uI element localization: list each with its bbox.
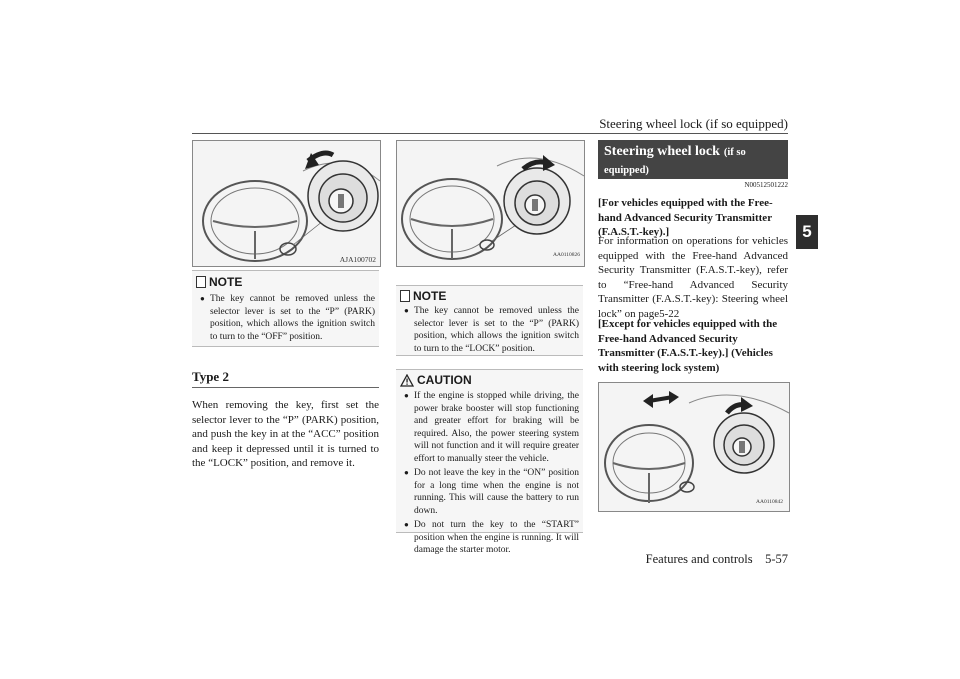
caution-item: ● If the engine is stopped while driving, the power brake booster will stop functioning and greater effort for braking will be required. Also, the power steering system will not function and it will require greater effort to manually steer the vehicle.	[404, 390, 579, 465]
document-code: N00512501222	[744, 181, 788, 189]
note-text: ● The key cannot be removed unless the selector lever is set to the “P” (PARK) position, which allows the ignition switch to turn to the “OFF” position.	[200, 293, 375, 343]
section-title-small: (if so equipped)	[604, 147, 746, 176]
type-heading-rule	[192, 387, 379, 388]
note-heading: NOTE	[196, 275, 379, 289]
figure-code: AA0110842	[756, 499, 783, 505]
subheading-except-fast-key: [Except for vehicles equipped with the Free-hand Advanced Security Transmitter (F.A.S.T.-key).] (Vehicles with steering lock system)	[598, 318, 778, 374]
warning-triangle-icon	[400, 374, 414, 387]
figure-steering-lock	[598, 382, 790, 512]
caution-item: ● Do not leave the key in the “ON” position for a long time when the engine is not running. This will cause the battery to run down.	[404, 467, 579, 517]
chapter-tab: 5	[796, 215, 818, 249]
fast-key-body: For information on operations for vehicles equipped with the Free-hand Advanced Security Transmitter (F.A.S.T.-key), refer to “Free-hand Advanced Security Transmitter (F.A.S.T.-key): Steering wheel lock” on page5-22	[598, 235, 788, 320]
figure-ignition-key-type1	[192, 140, 381, 267]
page-footer: Features and controls 5-57	[645, 552, 788, 566]
header-rule	[192, 133, 788, 134]
caution-heading: CAUTION	[400, 373, 583, 387]
subheading-fast-key: [For vehicles equipped with the Free-hand Advanced Security Transmitter (F.A.S.T.-key).]	[598, 197, 773, 238]
section-heading	[598, 140, 788, 179]
note-box-left	[192, 270, 379, 347]
caution-box	[396, 369, 583, 555]
note-icon	[400, 290, 410, 302]
note-box-middle	[396, 285, 583, 356]
running-header: Steering wheel lock (if so equipped)	[599, 116, 788, 131]
type-2-heading: Type 2	[192, 369, 229, 384]
figure-code: AJA100702	[339, 255, 376, 264]
steering-wheel-illustration-2	[397, 141, 584, 266]
caution-item: ● Do not turn the key to the “START” position when the engine is running. It will damage the starter motor.	[404, 519, 579, 557]
type-2-body: When removing the key, first set the selector lever to the “P” (PARK) position, and push the key in at the “ACC” position and keep it depressed until it is turned to the “LOCK” position, and remove it.	[192, 399, 379, 469]
steering-wheel-illustration	[193, 141, 380, 266]
section-title: Steering wheel lock	[604, 144, 720, 159]
note-text: ● The key cannot be removed unless the selector lever is set to the “P” (PARK) position, which allows the ignition switch to turn to the “LOCK” position.	[404, 305, 579, 355]
note-icon	[196, 276, 206, 288]
note-heading: NOTE	[400, 289, 583, 303]
steering-lock-illustration	[599, 383, 789, 511]
figure-code: AA0110826	[553, 252, 580, 258]
figure-ignition-key-type2	[396, 140, 585, 267]
